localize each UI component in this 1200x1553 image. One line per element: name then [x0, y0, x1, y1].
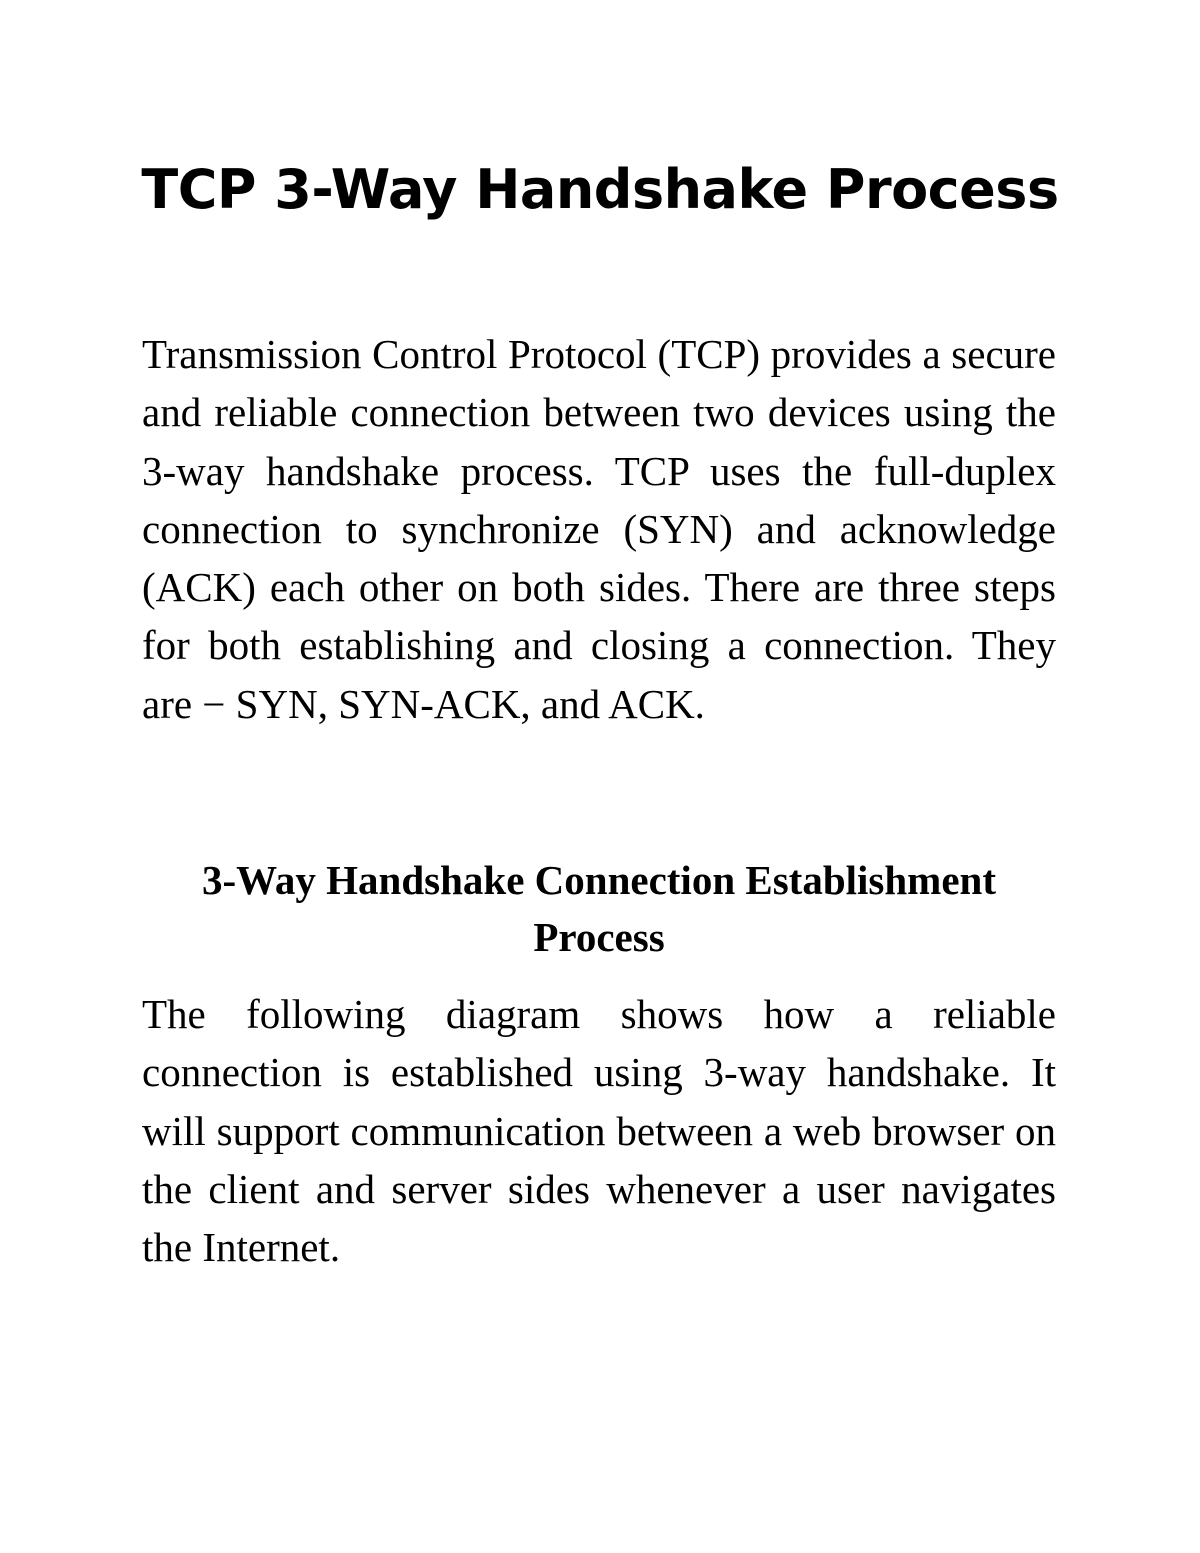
intro-paragraph: Transmission Control Protocol (TCP) provides a secure and reliable connection between two devices using the 3-way handshake process. TCP uses the full-duplex connection to synchronize (SYN) and acknowledge (ACK) each other on both sides. There are three steps for both establishing and closing a connection. They are − SYN, SYN-ACK, and ACK. [142, 331, 1056, 727]
section-heading: 3-Way Handshake Connection Establishment Process [202, 857, 996, 960]
page-title: TCP 3-Way Handshake Process [141, 158, 1059, 221]
section-paragraph: The following diagram shows how a reliable connection is established using 3-way handshake. It will support communication between a web browser on the client and server sides whenever a user navigates the Internet. [142, 991, 1056, 1271]
